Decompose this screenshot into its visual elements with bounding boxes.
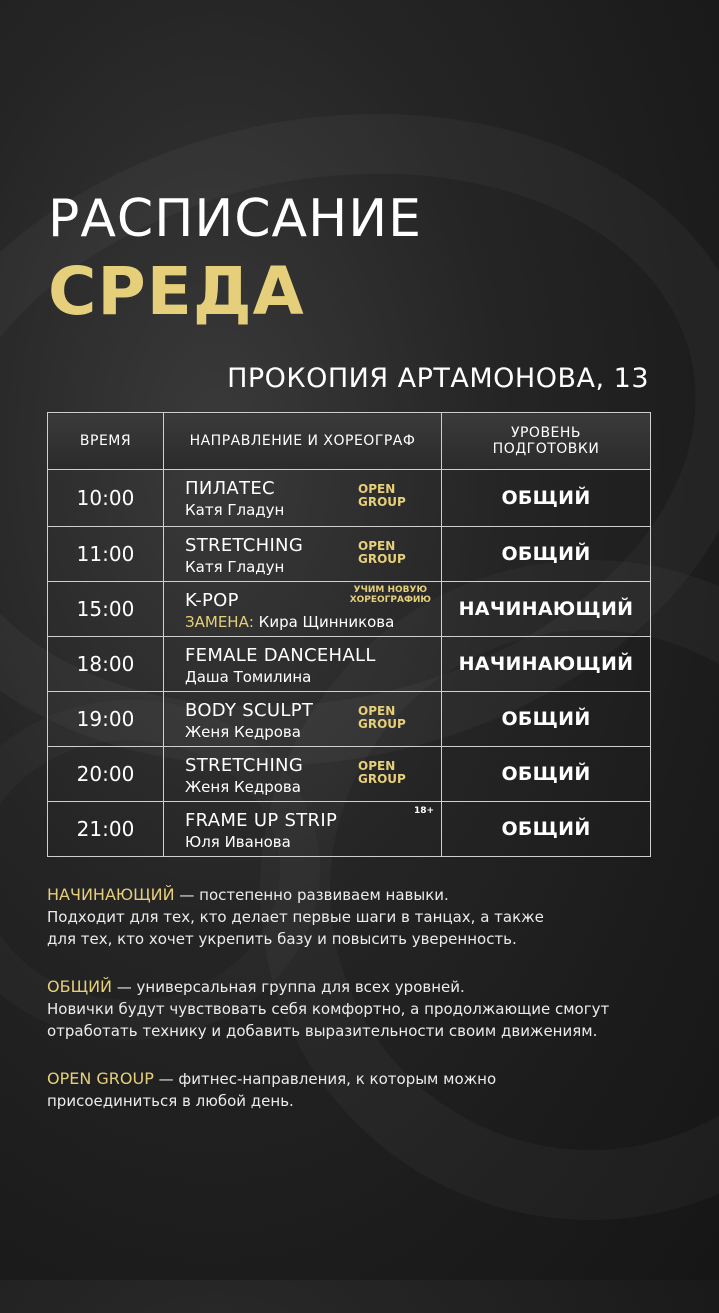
class-name: FRAME UP STRIP: [185, 810, 338, 831]
badge-line-2: GROUP: [358, 495, 406, 509]
note-line: — универсальная группа для всех уровней.: [112, 978, 465, 996]
address: ПРОКОПИЯ АРТАМОНОВА, 13: [227, 363, 649, 394]
badge-line-2: ХОРЕОГРАФИЮ: [349, 595, 431, 605]
class-direction: [164, 637, 442, 692]
open-group-badge: [358, 760, 406, 786]
new-choreo-badge: [350, 585, 431, 605]
class-level: ОБЩИЙ: [442, 747, 651, 802]
badge-line-2: GROUP: [358, 772, 406, 786]
class-time: 18:00: [48, 637, 164, 692]
class-direction: [164, 692, 442, 747]
coach-name: Кира Щинникова: [253, 613, 395, 631]
class-level: ОБЩИЙ: [442, 527, 651, 582]
coach-name: Даша Томилина: [185, 668, 312, 686]
table-row: [48, 692, 651, 747]
class-time: 10:00: [48, 470, 164, 527]
coach-name: Женя Кедрова: [185, 723, 301, 741]
header-direction: НАПРАВЛЕНИЕ И ХОРЕОГРАФ: [164, 413, 442, 470]
class-level: ОБЩИЙ: [442, 692, 651, 747]
class-level: ОБЩИЙ: [442, 470, 651, 527]
header-time: ВРЕМЯ: [48, 413, 164, 470]
table-row: [48, 527, 651, 582]
class-direction: [164, 582, 442, 637]
class-direction: [164, 470, 442, 527]
header-level-line-1: УРОВЕНЬ: [510, 425, 582, 441]
class-time: 19:00: [48, 692, 164, 747]
class-name: STRETCHING: [185, 535, 304, 556]
note-line: Подходит для тех, кто делает первые шаги в танцах, а также: [47, 908, 544, 926]
open-group-badge: [358, 540, 406, 566]
class-name: K-POP: [185, 590, 239, 611]
class-name: BODY SCULPT: [185, 700, 314, 721]
note-open-group: [47, 1068, 687, 1112]
class-direction: [164, 527, 442, 582]
replacement-label: ЗАМЕНА:: [185, 613, 254, 631]
level-descriptions: [47, 884, 687, 1138]
note-line: для тех, кто хочет укрепить базу и повысить уверенность.: [47, 930, 517, 948]
coach-name: Юля Иванова: [185, 833, 291, 851]
page-title: РАСПИСАНИЕ: [48, 189, 422, 249]
note-line: присоединиться в любой день.: [47, 1092, 294, 1110]
age-badge: 18+: [414, 806, 435, 816]
schedule-table: [47, 412, 651, 857]
day-title: СРЕДА: [48, 253, 305, 330]
class-level: НАЧИНАЮЩИЙ: [442, 582, 651, 637]
coach-name: Женя Кедрова: [185, 778, 301, 796]
table-row: [48, 637, 651, 692]
class-time: 15:00: [48, 582, 164, 637]
class-time: 20:00: [48, 747, 164, 802]
note-term: НАЧИНАЮЩИЙ: [47, 885, 175, 904]
badge-line-1: OPEN: [358, 482, 396, 496]
open-group-badge: [358, 705, 406, 731]
note-term: ОБЩИЙ: [47, 977, 113, 996]
class-level: ОБЩИЙ: [442, 802, 651, 857]
badge-line-1: OPEN: [358, 704, 396, 718]
class-name: ПИЛАТЕС: [185, 478, 275, 499]
note-term: OPEN GROUP: [47, 1069, 154, 1088]
table-row: [48, 470, 651, 527]
header-level-line-2: ПОДГОТОВКИ: [492, 441, 600, 457]
coach-line: [185, 613, 394, 631]
table-header-row: [48, 413, 651, 470]
badge-line-1: УЧИМ НОВУЮ: [353, 585, 428, 595]
class-time: 11:00: [48, 527, 164, 582]
note-line: Новички будут чувствовать себя комфортно, а продолжающие смогут: [47, 1000, 610, 1018]
class-name: FEMALE DANCEHALL: [185, 645, 376, 666]
note-line: отработать технику и добавить выразительности своим движениям.: [47, 1022, 598, 1040]
coach-name: Катя Гладун: [185, 558, 285, 576]
note-beginner: [47, 884, 687, 950]
note-line: — фитнес-направления, к которым можно: [153, 1070, 497, 1088]
badge-line-2: GROUP: [358, 717, 406, 731]
class-name: STRETCHING: [185, 755, 304, 776]
open-group-badge: [358, 483, 406, 509]
note-general: [47, 976, 687, 1042]
badge-line-1: OPEN: [358, 759, 396, 773]
class-direction: [164, 802, 442, 857]
note-line: — постепенно развиваем навыки.: [174, 886, 449, 904]
class-level: НАЧИНАЮЩИЙ: [442, 637, 651, 692]
badge-line-2: GROUP: [358, 552, 406, 566]
table-row: [48, 802, 651, 857]
class-direction: [164, 747, 442, 802]
coach-name: Катя Гладун: [185, 501, 285, 519]
table-row: [48, 582, 651, 637]
badge-line-1: OPEN: [358, 539, 396, 553]
class-time: 21:00: [48, 802, 164, 857]
header-level: [442, 413, 651, 470]
table-row: [48, 747, 651, 802]
